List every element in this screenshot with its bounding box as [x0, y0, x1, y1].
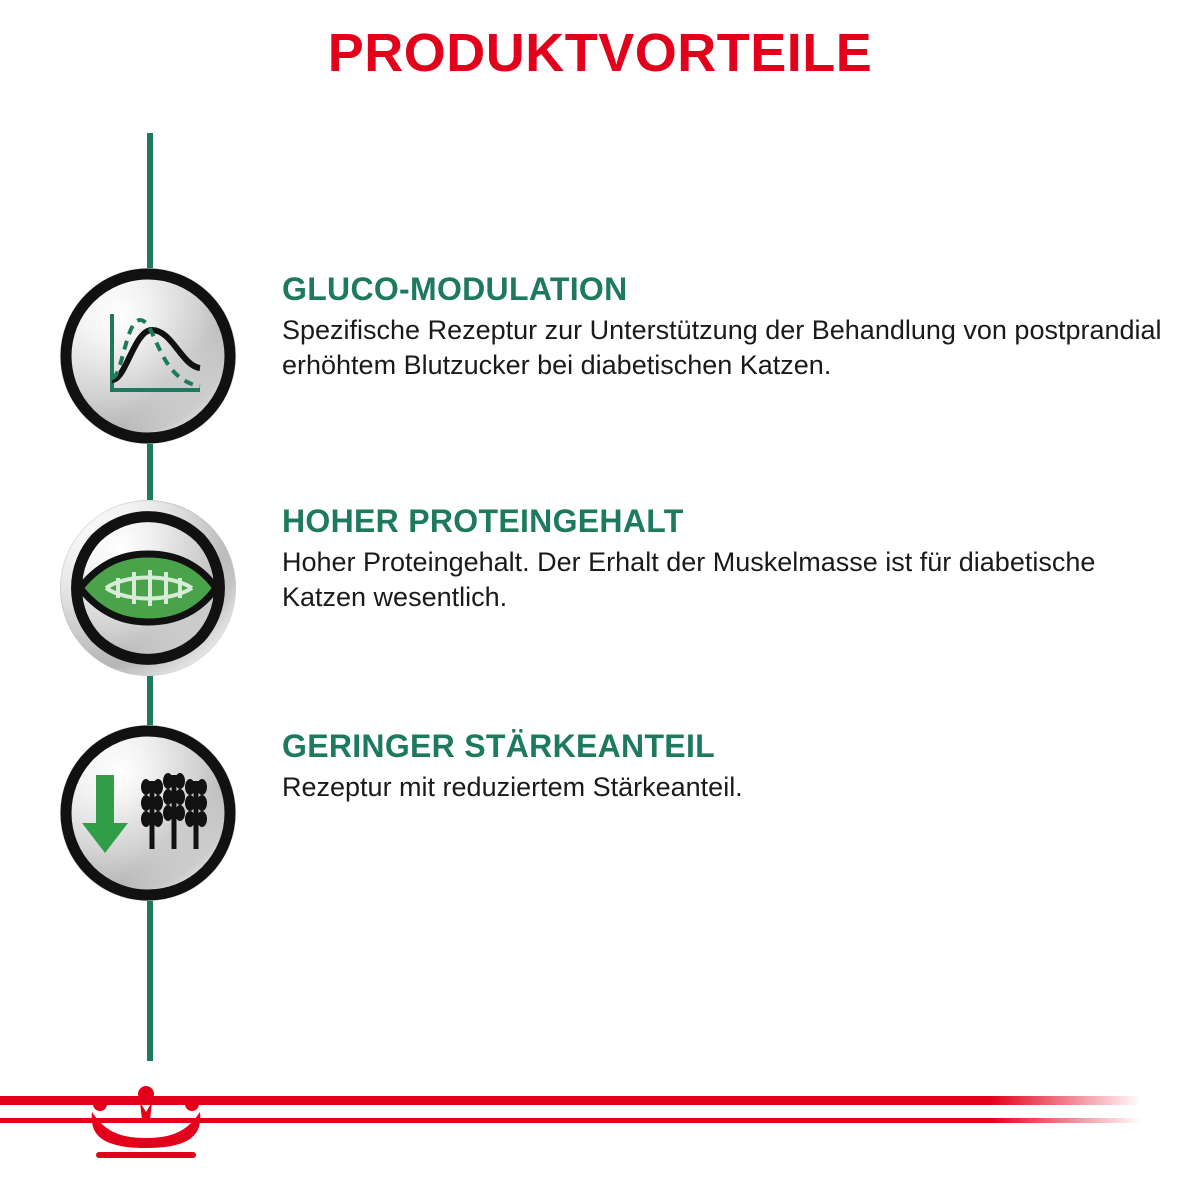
- footer: [0, 1088, 1200, 1200]
- page-title: PRODUKTVORTEILE: [327, 23, 873, 83]
- footer-fade-overlay: [990, 1088, 1200, 1148]
- glucose-curve-icon: [60, 268, 236, 444]
- wheat-down-arrow-icon-glyph: [60, 725, 236, 901]
- wheat-down-arrow-icon: [60, 725, 236, 901]
- benefit-text-block: [282, 504, 1162, 614]
- glucose-curve-icon-glyph: [60, 268, 236, 444]
- benefit-item: [60, 725, 1170, 905]
- benefit-text-block: [282, 272, 1162, 382]
- benefit-item: [60, 268, 1170, 448]
- benefit-title: HOHER PROTEINGEHALT: [282, 503, 684, 539]
- benefit-item: [60, 500, 1170, 680]
- benefit-title: GERINGER STÄRKEANTEIL: [282, 728, 715, 764]
- benefit-description: Rezeptur mit reduziertem Stärkeanteil.: [282, 772, 743, 803]
- benefit-description: Hoher Proteingehalt. Der Erhalt der Muskelmasse ist für diabetische Katzen wesentlich.: [282, 547, 1096, 612]
- muscle-fiber-icon: [60, 500, 236, 676]
- benefit-description: Spezifische Rezeptur zur Unterstützung der Behandlung von postprandial erhöhtem Blutzucker bei diabetischen Katzen.: [282, 315, 1162, 380]
- benefit-title: GLUCO-MODULATION: [282, 271, 628, 307]
- royal-canin-crown-logo-icon: [78, 1086, 214, 1164]
- muscle-fiber-icon-glyph: [60, 500, 236, 676]
- benefit-text-block: [282, 729, 1162, 805]
